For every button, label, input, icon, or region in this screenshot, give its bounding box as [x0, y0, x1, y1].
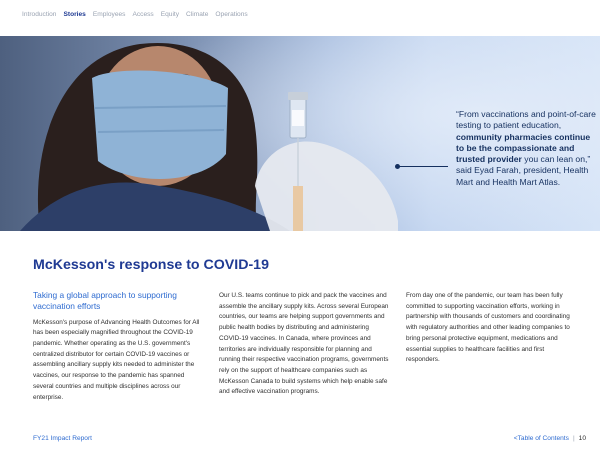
quote-text-start: “From vaccinations and point-of-care testing to patient education, — [456, 109, 596, 131]
column-subheading: Taking a global approach to supporting vaccination efforts — [33, 290, 177, 311]
nav-item-climate[interactable]: Climate — [186, 11, 209, 18]
table-of-contents-link[interactable]: <Table of Contents — [513, 435, 569, 442]
quote-pointer — [398, 166, 448, 167]
footer-separator: | — [572, 435, 575, 442]
pull-quote — [456, 109, 596, 188]
text-column-3 — [406, 291, 576, 366]
nav-item-employees[interactable]: Employees — [92, 11, 126, 18]
column-2-body: Our U.S. teams continue to pick and pack the vaccines and assemble the ancillary supply kits. Across several European countries, our teams are helping support governments and public health bodies by distributing and administering COVID-19 vaccines. In Canada, where provinces and territories are individually responsible for planning and running their respective vaccination programs, governments rely on the support of healthcare companies such as McKesson Canada to build systems which help enable safe and effective vaccination programs. — [219, 292, 389, 396]
page-number: 10 — [578, 435, 586, 442]
nav-item-access[interactable]: Access — [132, 11, 154, 18]
text-column-2 — [219, 291, 391, 398]
nav-item-equity[interactable]: Equity — [160, 11, 180, 18]
column-1-body: McKesson's purpose of Advancing Health Outcomes for All has been especially magnified throughout the COVID-19 pandemic. Whether operating as the U.S. government's centralized distributor for certain COVID-19 vaccines or assembling ancillary supply kits needed to administer the vaccines, our response to the pandemic has spanned several countries and multiple disciplines across our enterprise. — [33, 318, 200, 401]
quote-text-bold: community pharmacies continue to be the compassionate and trusted provider — [456, 131, 591, 165]
page-footer-nav — [514, 435, 586, 442]
section-heading: McKesson's response to COVID-19 — [33, 257, 269, 273]
quote-text-end: you can lean on,” said Eyad Farah, president, Health Mart and Health Mart Atlas. — [456, 154, 591, 187]
hero-photo — [0, 36, 600, 231]
nav-item-introduction[interactable]: Introduction — [22, 11, 57, 18]
section-nav — [22, 11, 248, 18]
column-3-body: From day one of the pandemic, our team has been fully committed to supporting vaccination efforts, working in partnership with thousands of customers and coordinating with regulatory authorities and other leading companies to bring personal protective equipment, medications and essential supplies to healthcare facilities and first responders. — [406, 292, 570, 364]
nav-item-operations[interactable]: Operations — [215, 11, 248, 18]
report-title: FY21 Impact Report — [33, 435, 93, 442]
nav-item-stories[interactable]: Stories — [63, 11, 86, 18]
text-column-1 — [33, 291, 203, 403]
